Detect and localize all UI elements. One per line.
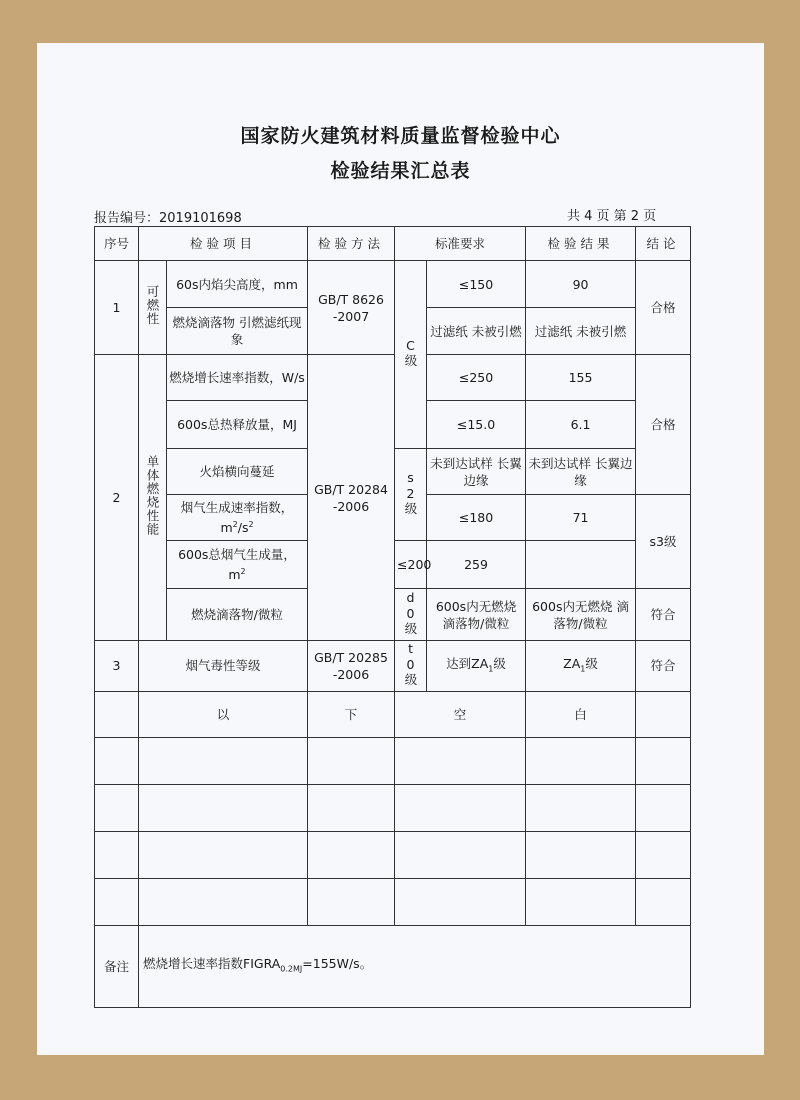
org-title: 国家防火建筑材料质量监督检验中心 <box>240 125 561 147</box>
table-row <box>95 355 691 401</box>
result-cell: 600s内无燃烧 滴落物/微粒 <box>526 589 636 641</box>
col-header-requirement: 标准要求 <box>395 227 526 261</box>
requirement-cell: ≤180 <box>427 495 526 541</box>
item-cell: 600s总烟气生成量， $m^2$ <box>167 541 308 589</box>
result-cell: 71 <box>526 495 636 541</box>
result-cell: 过滤纸 未被引燃 <box>526 308 636 355</box>
item-cell: 60s内焰尖高度，mm <box>167 261 308 308</box>
remark-label: 备注 <box>95 925 139 1007</box>
blank-marker: 下 <box>308 691 395 737</box>
conclusion-cell: 符合 <box>636 589 691 641</box>
blank-marker: 以 <box>139 691 308 737</box>
col-header-conclusion: 结论 <box>636 227 691 261</box>
conclusion-cell: 合格 <box>636 261 691 355</box>
page-title: 检验结果汇总表 <box>330 160 471 182</box>
blank-marker: 空 <box>395 691 526 737</box>
table-row <box>95 641 691 692</box>
s-grade-cell: s2级 <box>395 449 427 541</box>
result-cell: 未到达试样 长翼边缘 <box>526 449 636 495</box>
blank-marker: 白 <box>526 691 636 737</box>
result-cell: 259 <box>427 541 526 589</box>
empty-row <box>95 784 691 831</box>
result-cell: 6.1 <box>526 401 636 449</box>
col-header-item: 检验项目 <box>139 227 308 261</box>
item-cell: 烟气毒性等级 <box>139 641 308 692</box>
conclusion-cell: 符合 <box>636 641 691 692</box>
report-sheet <box>37 43 764 1055</box>
seq-cell: 3 <box>95 641 139 692</box>
result-cell: 90 <box>526 261 636 308</box>
grade-cell: C级 <box>395 261 427 449</box>
seq-cell: 2 <box>95 355 139 641</box>
requirement-cell: 过滤纸 未被引燃 <box>427 308 526 355</box>
item-cell: 火焰横向蔓延 <box>167 449 308 495</box>
requirement-cell: 达到$ZA_1$级 <box>427 641 526 692</box>
result-cell: 155 <box>526 355 636 401</box>
item-cell: 600s总热释放量，MJ <box>167 401 308 449</box>
conclusion-cell: s3级 <box>636 495 691 589</box>
item-cell: 燃烧增长速率指数，W/s <box>167 355 308 401</box>
seq-cell: 1 <box>95 261 139 355</box>
result-cell: $ZA_1$级 <box>526 641 636 692</box>
conclusion-cell: 合格 <box>636 355 691 495</box>
item-cell: 燃烧滴落物/微粒 <box>167 589 308 641</box>
requirement-cell: ≤250 <box>427 355 526 401</box>
remark-text: 燃烧增长速率指数$FIGRA_{0.2MJ}=155W/s$。 <box>139 925 691 1007</box>
page-info: 共 4 页 第 2 页 <box>567 209 657 224</box>
method-cell: GB/T 20284 -2006 <box>308 355 395 641</box>
empty-row <box>95 737 691 784</box>
report-number: 报告编号：2019101698 <box>94 211 242 226</box>
method-cell: GB/T 8626 -2007 <box>308 261 395 355</box>
method-cell: GB/T 20285 -2006 <box>308 641 395 692</box>
requirement-cell: 未到达试样 长翼边缘 <box>427 449 526 495</box>
t-grade-cell: t0级 <box>395 641 427 692</box>
header-row <box>95 227 691 261</box>
col-header-result: 检验结果 <box>526 227 636 261</box>
empty-row <box>95 878 691 925</box>
empty-row <box>95 831 691 878</box>
category-cell: 单体燃烧性能 <box>139 355 167 641</box>
blank-marker-row <box>95 691 691 737</box>
requirement-cell: 600s内无燃烧 滴落物/微粒 <box>427 589 526 641</box>
remark-row <box>95 925 691 1007</box>
item-cell: 燃烧滴落物 引燃滤纸现象 <box>167 308 308 355</box>
col-header-seq: 序号 <box>95 227 139 261</box>
col-header-method: 检验方法 <box>308 227 395 261</box>
table-row <box>95 261 691 308</box>
d0-grade-cell: d0级 <box>395 589 427 641</box>
category-cell: 可燃性 <box>139 261 167 355</box>
requirement-cell: ≤200 <box>395 541 427 589</box>
requirement-cell: ≤15.0 <box>427 401 526 449</box>
item-cell: 烟气生成速率指数， $m^2/s^2$ <box>167 495 308 541</box>
requirement-cell: ≤150 <box>427 261 526 308</box>
results-table <box>94 226 691 1008</box>
